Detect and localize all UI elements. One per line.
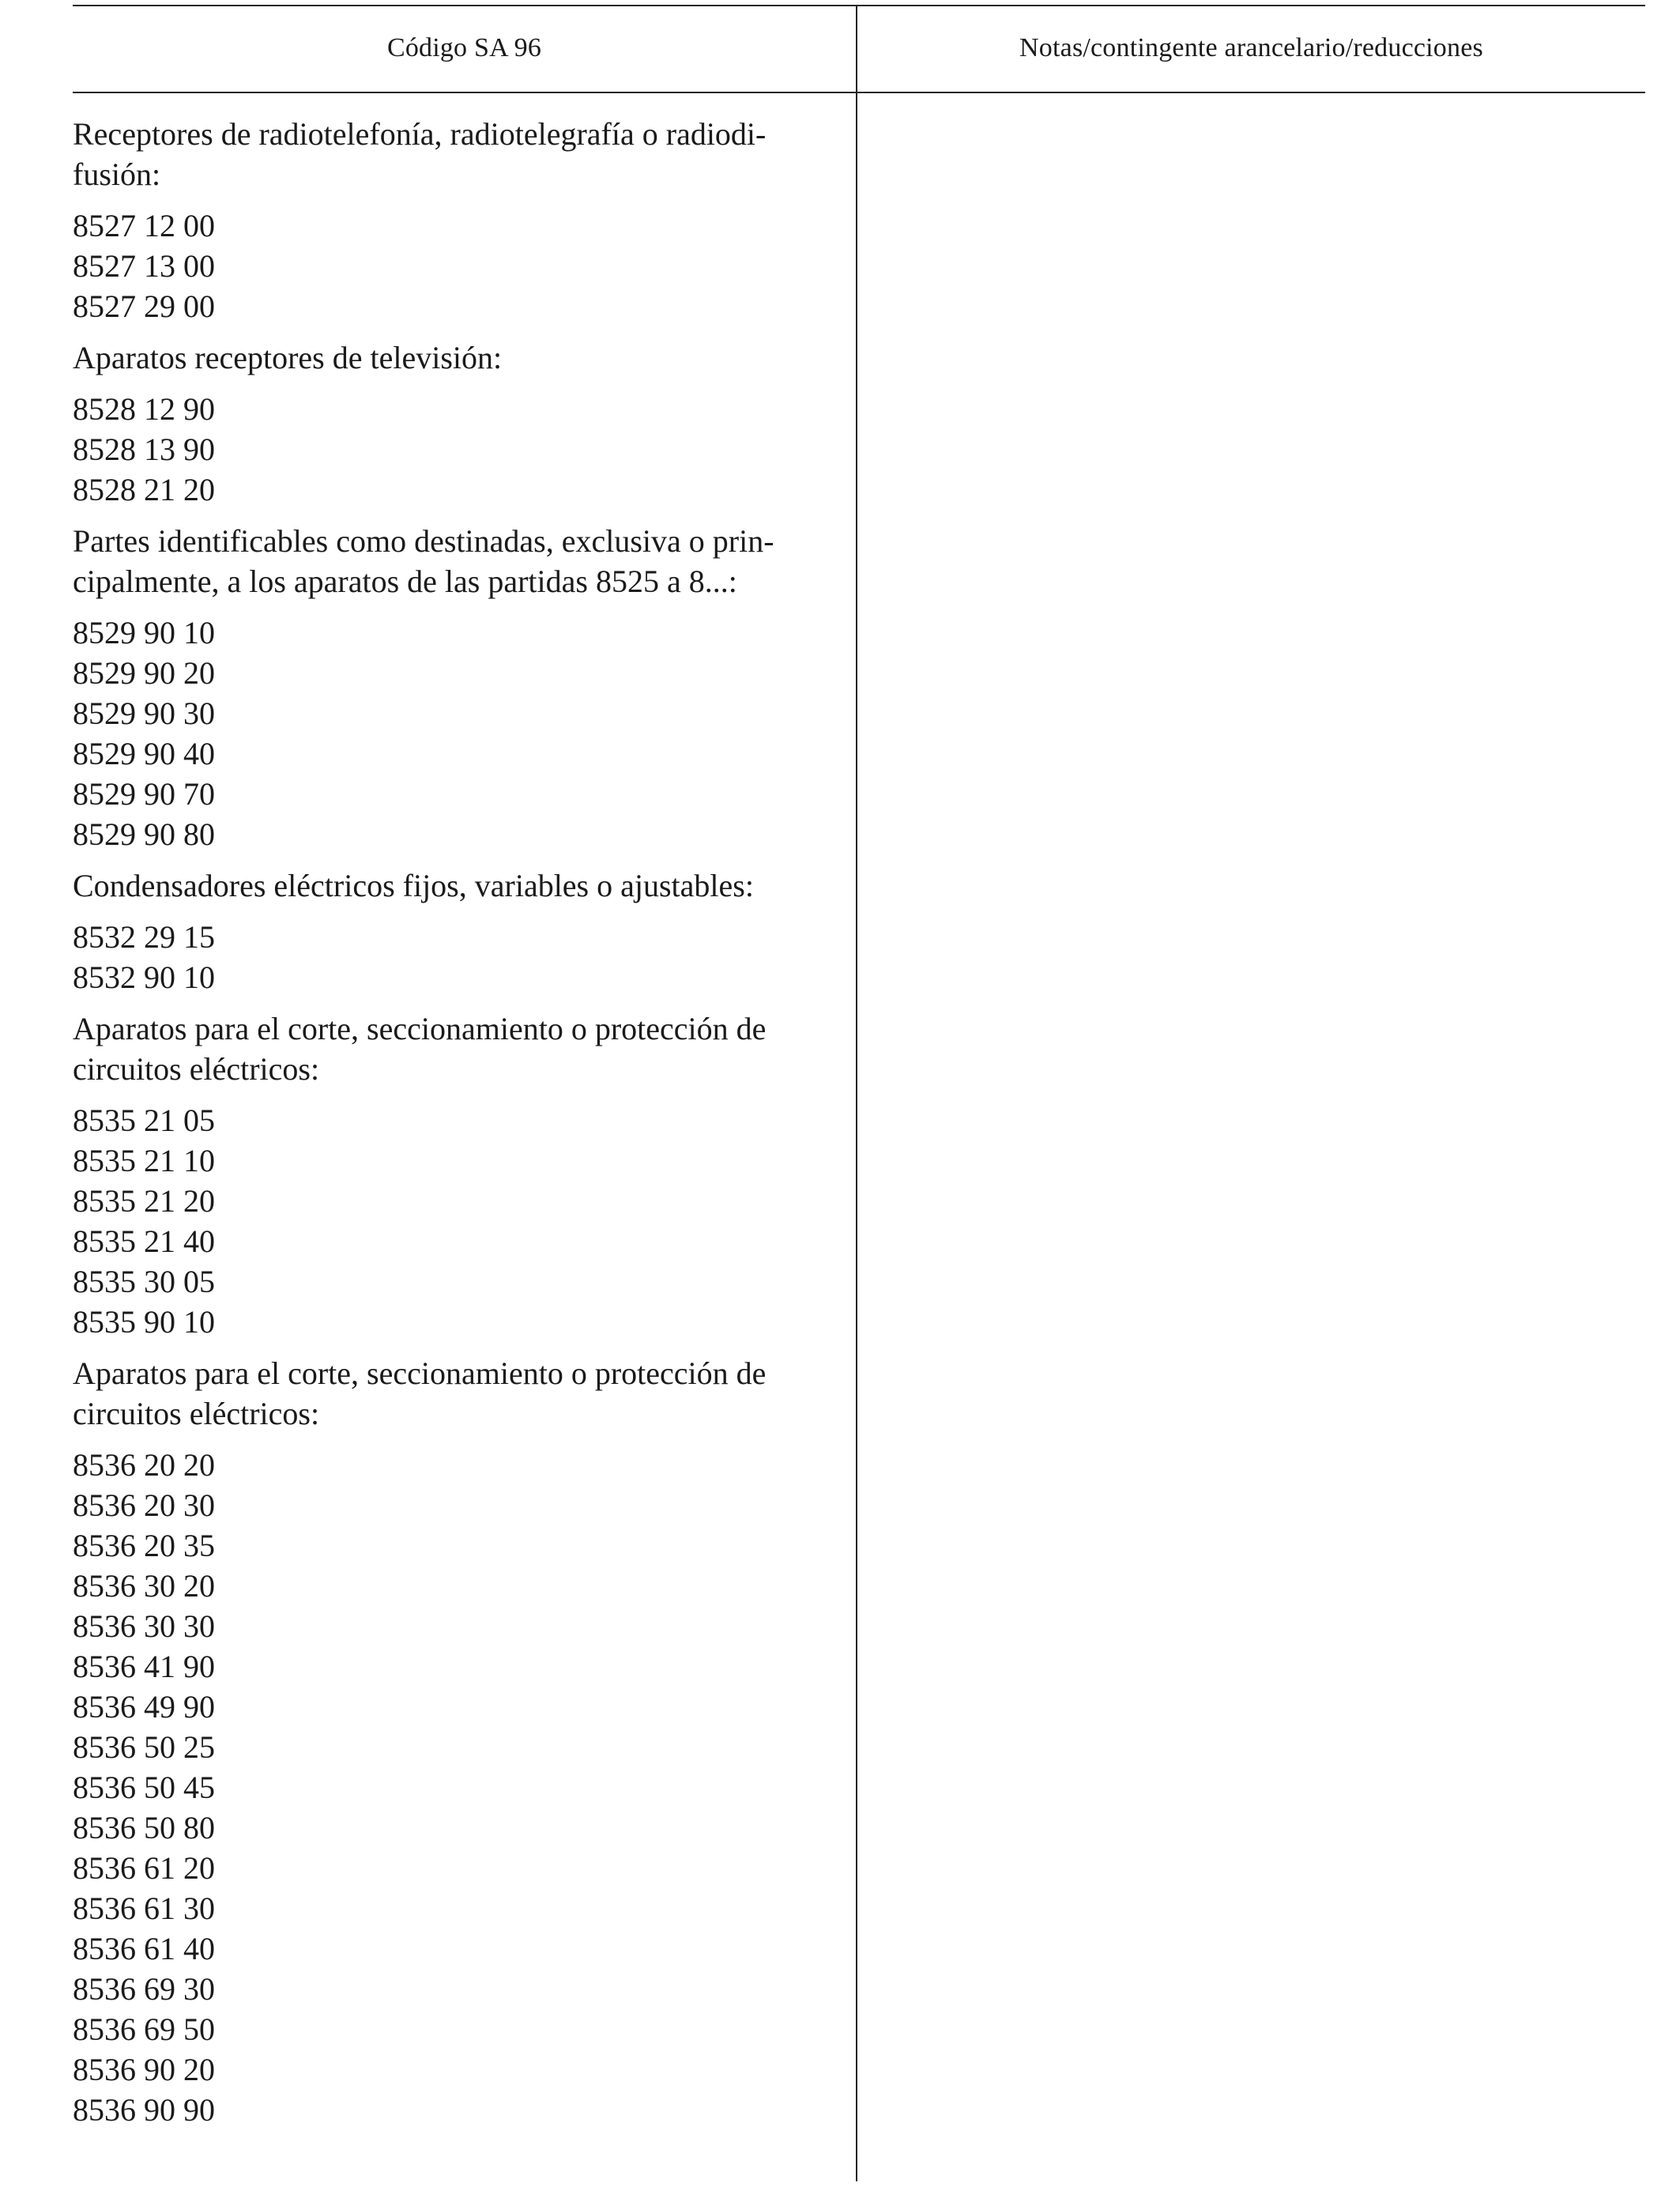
- hs-code: 8535 30 05: [73, 1264, 215, 1299]
- hs-code: 8535 90 10: [73, 1304, 215, 1340]
- hs-code: 8536 20 30: [73, 1487, 215, 1523]
- group-heading-line: Aparatos para el corte, seccionamiento o protección de: [73, 1011, 767, 1046]
- code-column: [73, 114, 843, 2130]
- group-heading-line: Aparatos receptores de televisión:: [73, 340, 503, 375]
- hs-code: 8529 90 20: [73, 655, 215, 691]
- group-heading: [73, 521, 843, 601]
- group-heading-line: Aparatos para el corte, seccionamiento o protección de: [73, 1355, 767, 1391]
- tariff-group: [73, 521, 843, 854]
- group-heading-line: circuitos eléctricos:: [73, 1051, 320, 1087]
- hs-code: 8536 50 80: [73, 1810, 215, 1845]
- group-heading: [73, 1353, 843, 1434]
- hs-code: 8536 50 45: [73, 1770, 215, 1805]
- hs-code: 8529 90 40: [73, 736, 215, 771]
- hs-code: 8536 61 20: [73, 1850, 215, 1886]
- group-heading-line: circuitos eléctricos:: [73, 1396, 320, 1431]
- group-heading-line: Partes identificables como destinadas, exclusiva o prin-: [73, 523, 774, 559]
- hs-code: 8532 90 10: [73, 959, 215, 995]
- tariff-group: [73, 114, 843, 326]
- hs-code: 8536 61 30: [73, 1891, 215, 1926]
- hs-code: 8536 30 30: [73, 1608, 215, 1644]
- hs-code: 8536 41 90: [73, 1649, 215, 1684]
- hs-code: 8527 29 00: [73, 288, 215, 324]
- tariff-group: [73, 1353, 843, 2130]
- hs-code: 8532 29 15: [73, 919, 215, 955]
- group-heading: [73, 865, 843, 906]
- hs-code: 8528 12 90: [73, 391, 215, 427]
- hs-code: 8536 69 50: [73, 2011, 215, 2047]
- hs-code: 8528 21 20: [73, 472, 215, 507]
- hs-code: 8536 61 40: [73, 1931, 215, 1966]
- hs-code: 8536 49 90: [73, 1689, 215, 1725]
- hs-code: 8529 90 30: [73, 696, 215, 731]
- tariff-group: [73, 337, 843, 510]
- hs-code: 8536 90 90: [73, 2092, 215, 2128]
- hs-code: 8536 90 20: [73, 2052, 215, 2087]
- hs-code: 8527 12 00: [73, 208, 215, 243]
- group-heading-line: Receptores de radiotelefonía, radiotelegrafía o radiodi-: [73, 116, 767, 152]
- group-heading-line: cipalmente, a los aparatos de las partidas 8525 a 8...:: [73, 564, 737, 599]
- hs-code: 8529 90 80: [73, 816, 215, 852]
- group-heading: [73, 1008, 843, 1089]
- hs-code: 8535 21 20: [73, 1183, 215, 1219]
- group-heading: [73, 337, 843, 378]
- hs-code: 8528 13 90: [73, 432, 215, 467]
- hs-code: 8527 13 00: [73, 248, 215, 284]
- hs-code: 8536 20 20: [73, 1447, 215, 1483]
- hs-code: 8529 90 70: [73, 776, 215, 812]
- group-heading: [73, 114, 843, 194]
- hs-code: 8529 90 10: [73, 615, 215, 650]
- column-header-notes: Notas/contingente arancelario/reducciones: [1019, 33, 1483, 62]
- group-heading-line: fusión:: [73, 156, 161, 192]
- hs-code: 8536 30 20: [73, 1568, 215, 1604]
- hs-code: 8536 20 35: [73, 1528, 215, 1563]
- column-header-code: Código SA 96: [386, 33, 542, 62]
- hs-code: 8536 50 25: [73, 1729, 215, 1765]
- hs-code: 8535 21 10: [73, 1143, 215, 1178]
- group-heading-line: Condensadores eléctricos fijos, variables o ajustables:: [73, 868, 754, 903]
- tariff-table: [73, 5, 1645, 2186]
- hs-code: 8535 21 40: [73, 1223, 215, 1259]
- hs-code: 8536 69 30: [73, 1971, 215, 2007]
- tariff-group: [73, 865, 843, 997]
- header-bottom-rule: [73, 92, 1645, 93]
- tariff-group: [73, 1008, 843, 1342]
- hs-code: 8535 21 05: [73, 1103, 215, 1138]
- column-divider: [856, 5, 857, 2181]
